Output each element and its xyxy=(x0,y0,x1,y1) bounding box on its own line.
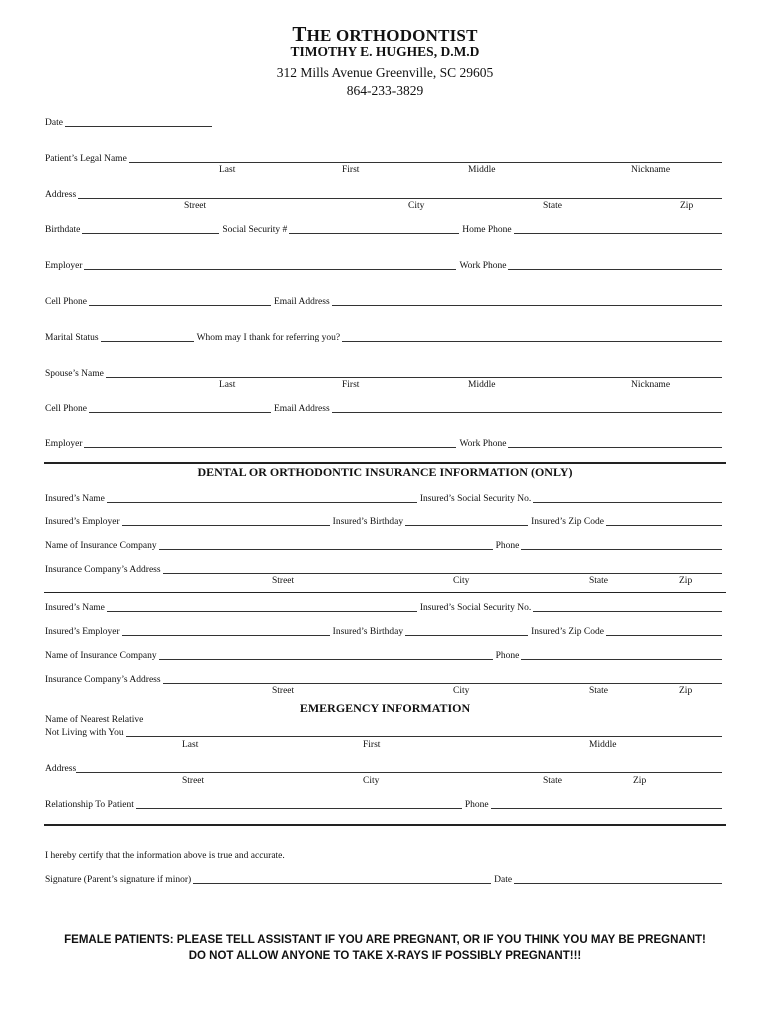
birthdate-field[interactable] xyxy=(82,224,219,234)
address-field[interactable] xyxy=(78,189,722,199)
signature-date-field[interactable] xyxy=(514,874,722,884)
spouse-name-field[interactable] xyxy=(106,368,722,378)
patient-name-field[interactable] xyxy=(129,153,722,163)
practice-phone: 864-233-3829 xyxy=(346,83,424,98)
insurance-heading: DENTAL OR ORTHODONTIC INSURANCE INFORMATION (ONLY) xyxy=(197,465,573,479)
spouse-cell-row: Cell Phone Email Address xyxy=(45,403,725,414)
spouse-employer-row: Employer Work Phone xyxy=(45,438,725,449)
insured-ssn-field[interactable] xyxy=(533,493,722,503)
sub-nickname: Nickname xyxy=(631,380,671,390)
sub-middle: Middle xyxy=(468,380,496,390)
cell-phone-field[interactable] xyxy=(89,296,271,306)
insured-employer-row-2: Insured’s Employer Insured’s Birthday Insured’s Zip Code xyxy=(45,626,725,637)
spouse-employer-field[interactable] xyxy=(84,438,456,448)
insured-name-field-2[interactable] xyxy=(107,602,417,612)
sub-last: Last xyxy=(219,380,236,390)
relationship-row: Relationship To Patient Phone xyxy=(45,799,725,810)
sub-street: Street xyxy=(272,576,295,586)
insured-name-field[interactable] xyxy=(107,493,417,503)
sub-last: Last xyxy=(219,165,236,175)
sub-state: State xyxy=(543,201,562,211)
ssn-field[interactable] xyxy=(289,224,459,234)
ins-phone-field[interactable] xyxy=(521,540,722,550)
patient-name-row: Patient’s Legal Name xyxy=(45,153,725,164)
section-divider xyxy=(44,462,726,464)
relative-label: Name of Nearest Relative xyxy=(45,715,144,725)
relative-row: Not Living with You xyxy=(45,727,725,738)
relative-phone-field[interactable] xyxy=(491,799,722,809)
date-row: Date xyxy=(45,117,215,128)
relationship-field[interactable] xyxy=(136,799,462,809)
sub-zip: Zip xyxy=(680,201,694,211)
spouse-work-phone-field[interactable] xyxy=(508,438,722,448)
sub-zip: Zip xyxy=(679,576,693,586)
employer-field[interactable] xyxy=(84,260,456,270)
spouse-name-row: Spouse’s Name xyxy=(45,368,725,379)
ins-phone-field-2[interactable] xyxy=(521,650,722,660)
sub-nickname: Nickname xyxy=(631,165,671,175)
ins-address-field[interactable] xyxy=(163,564,722,574)
date-field[interactable] xyxy=(65,117,212,127)
sub-first: First xyxy=(342,165,360,175)
insured-birthday-field-2[interactable] xyxy=(405,626,528,636)
sub-last: Last xyxy=(182,740,199,750)
ins-address-field-2[interactable] xyxy=(163,674,722,684)
sub-city: City xyxy=(453,576,470,586)
cell-row: Cell Phone Email Address xyxy=(45,296,725,307)
insured-birthday-field[interactable] xyxy=(405,516,528,526)
certify-text: I hereby certify that the information above is true and accurate. xyxy=(45,851,285,861)
relative-address-field[interactable] xyxy=(76,763,722,773)
insurance-divider xyxy=(44,592,726,593)
address-row: Address xyxy=(45,189,725,200)
sub-zip: Zip xyxy=(679,686,693,696)
sub-city: City xyxy=(453,686,470,696)
practice-title: THE ORTHODONTIST xyxy=(292,22,478,46)
insured-employer-field[interactable] xyxy=(122,516,330,526)
email-field[interactable] xyxy=(332,296,722,306)
employer-row: Employer Work Phone xyxy=(45,260,725,271)
insured-employer-field-2[interactable] xyxy=(122,626,330,636)
ins-company-row: Name of Insurance Company Phone xyxy=(45,540,725,551)
birthdate-row: Birthdate Social Security # Home Phone xyxy=(45,224,725,235)
ins-address-row-2: Insurance Company’s Address xyxy=(45,674,725,685)
insured-ssn-field-2[interactable] xyxy=(533,602,722,612)
sub-state: State xyxy=(589,576,608,586)
sub-street: Street xyxy=(182,776,205,786)
sub-middle: Middle xyxy=(468,165,496,175)
ins-address-row: Insurance Company’s Address xyxy=(45,564,725,575)
insured-employer-row: Insured’s Employer Insured’s Birthday Insured’s Zip Code xyxy=(45,516,725,527)
marital-row: Marital Status Whom may I thank for referring you? xyxy=(45,332,725,343)
referral-field[interactable] xyxy=(342,332,722,342)
home-phone-field[interactable] xyxy=(514,224,722,234)
signature-field[interactable] xyxy=(193,874,491,884)
ins-company-field-2[interactable] xyxy=(159,650,493,660)
spouse-email-field[interactable] xyxy=(332,403,722,413)
marital-field[interactable] xyxy=(101,332,194,342)
insured-zip-field-2[interactable] xyxy=(606,626,722,636)
sub-state: State xyxy=(543,776,562,786)
sub-zip: Zip xyxy=(633,776,647,786)
insured-name-row: Insured’s Name Insured’s Social Security No. xyxy=(45,493,725,504)
ins-company-field[interactable] xyxy=(159,540,493,550)
sub-city: City xyxy=(363,776,380,786)
spouse-cell-field[interactable] xyxy=(89,403,271,413)
sub-first: First xyxy=(342,380,360,390)
relative-name-field[interactable] xyxy=(126,727,722,737)
insured-zip-field[interactable] xyxy=(606,516,722,526)
doctor-name: TIMOTHY E. HUGHES, D.M.D xyxy=(290,44,480,59)
practice-address: 312 Mills Avenue Greenville, SC 29605 xyxy=(276,65,494,80)
sub-city: City xyxy=(408,201,425,211)
sub-middle: Middle xyxy=(589,740,617,750)
sub-first: First xyxy=(363,740,381,750)
pregnancy-warning: FEMALE PATIENTS: PLEASE TELL ASSISTANT IF YOU ARE PREGNANT, OR IF YOU THINK YOU MAY BE PREGNANT! xyxy=(64,934,706,946)
insured-name-row-2: Insured’s Name Insured’s Social Security No. xyxy=(45,602,725,613)
signature-row: Signature (Parent’s signature if minor) Date xyxy=(45,874,725,885)
emergency-heading: EMERGENCY INFORMATION xyxy=(299,701,471,715)
sub-street: Street xyxy=(184,201,207,211)
xray-warning: DO NOT ALLOW ANYONE TO TAKE X-RAYS IF POSSIBLY PREGNANT!!! xyxy=(188,950,582,962)
sub-street: Street xyxy=(272,686,295,696)
ins-company-row-2: Name of Insurance Company Phone xyxy=(45,650,725,661)
section-divider xyxy=(44,824,726,826)
relative-address-row: Address xyxy=(45,763,725,774)
sub-state: State xyxy=(589,686,608,696)
work-phone-field[interactable] xyxy=(508,260,722,270)
